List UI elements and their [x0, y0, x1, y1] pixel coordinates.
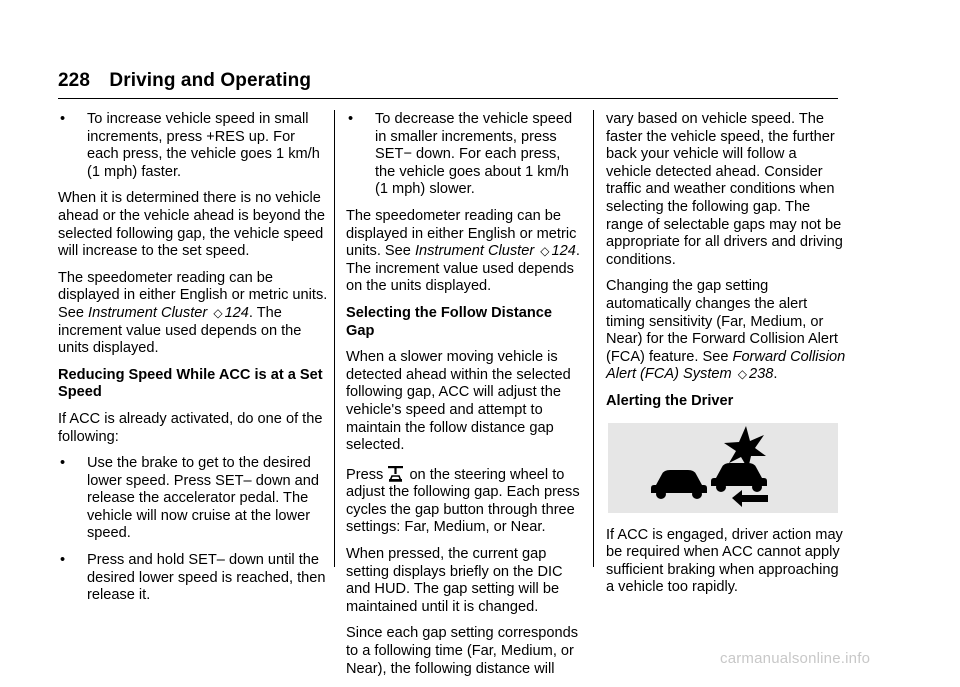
header-rule — [58, 98, 838, 99]
page-ref-icon: ◇ — [737, 367, 747, 382]
bullet-increase-speed — [58, 111, 330, 181]
column-divider-2 — [593, 110, 594, 567]
bullet-mark: • — [348, 111, 354, 127]
follow-distance-gap-icon — [387, 464, 404, 483]
link-instrument-cluster[interactable]: Instrument Cluster — [414, 243, 535, 260]
paragraph-vary-speed: vary based on vehicle speed. The faster the vehicle speed, the further back your vehicle will follow a vehicle detected ahead. Consider traffic and weather conditions when selecting the following gap. The range of selectable gaps may not be appropriate for all drivers and driving conditions. — [606, 111, 843, 268]
page-ref-number[interactable]: 238 — [748, 366, 774, 383]
page-number: 228 — [58, 70, 91, 91]
paragraph-slower-vehicle: When a slower moving vehicle is detected ahead within the selected following gap, ACC will adjust the vehicle's speed and attempt to maintain the follow distance gap selected. — [346, 349, 571, 454]
paragraph-acc-activated: If ACC is already activated, do one of the following: — [58, 410, 323, 445]
bullet-mark: • — [60, 455, 66, 472]
bullet-mark: • — [60, 111, 66, 127]
bullet-decrease-speed — [346, 111, 582, 199]
paragraph-resume-speed: When it is determined there is no vehicle ahead or the vehicle ahead is beyond the selected following gap, the vehicle speed will increase to the set speed. — [58, 190, 325, 260]
collision-alert-illustration — [608, 423, 838, 513]
bullet-text: To decrease the vehicle speed in smaller increments, press SET− down. For each press, the vehicle goes about 1 km/h (1 mph) slower. — [375, 111, 573, 198]
paragraph-press-gap-button: Press on the steering wheel to adjust the following gap. Each press cycles the gap button through three settings: Far, Medium, or Near. — [346, 464, 582, 537]
bullet-text: Use the brake to get to the desired lower speed. Press SET– down and release the accelerator pedal. The vehicle will now cruise at the lower speed. — [87, 455, 320, 542]
bullet-mark: • — [60, 552, 66, 569]
link-instrument-cluster[interactable]: Instrument Cluster — [88, 304, 208, 321]
paragraph-fca-sensitivity: Changing the gap setting automatically changes the alert timing sensitivity (Far, Medium, or Near) for the Forward Collision Alert (FCA) feature. See Forward Collision Alert (FCA) System ◇ 238. — [606, 278, 846, 383]
column-divider-1 — [334, 110, 335, 567]
column-2 — [346, 111, 582, 687]
bullet-use-brake — [58, 455, 330, 543]
page-ref-icon: ◇ — [213, 305, 223, 320]
page-ref-number[interactable]: 124 — [551, 243, 576, 260]
paragraph-driver-action: If ACC is engaged, driver action may be required when ACC cannot apply sufficient braking when approaching a vehicle too rapidly. — [606, 526, 843, 596]
watermark: carmanualsonline.info — [720, 650, 871, 667]
paragraph-gap-display: When pressed, the current gap setting displays briefly on the DIC and HUD. The gap setting will be maintained until it is changed. — [346, 546, 563, 615]
column-1 — [58, 111, 330, 614]
subheading-alerting-driver: Alerting the Driver — [606, 392, 734, 409]
page-ref-icon: ◇ — [540, 244, 550, 259]
paragraph-speedometer-units: The speedometer reading can be displayed in either English or metric units. See Instrument Cluster ◇ 124. The increment value used depends on the units displayed. — [58, 269, 328, 357]
subheading-follow-distance-gap: Selecting the Follow Distance Gap — [346, 304, 552, 339]
paragraph-gap-following-time: Since each gap setting corresponds to a following time (Far, Medium, or Near), the following distance will — [346, 625, 579, 677]
page-ref-number[interactable]: 124 — [224, 304, 249, 321]
paragraph-speedometer-units: The speedometer reading can be displayed in either English or metric units. See Instrument Cluster ◇ 124. The increment value used depends on the units displayed. — [346, 207, 580, 295]
bullet-press-hold-set — [58, 552, 330, 605]
subheading-reducing-speed: Reducing Speed While ACC is at a Set Speed — [58, 366, 323, 401]
column-3 — [606, 111, 846, 606]
section-title: Driving and Operating — [109, 70, 312, 91]
bullet-text: To increase vehicle speed in small increments, press +RES up. For each press, the vehicle goes 1 km/h (1 mph) faster. — [87, 111, 320, 180]
bullet-text: Press and hold SET– down until the desired lower speed is reached, then release it. — [87, 552, 326, 604]
link-forward-collision-alert[interactable]: Forward Collision Alert (FCA) System — [606, 348, 846, 383]
page-header — [58, 70, 311, 92]
